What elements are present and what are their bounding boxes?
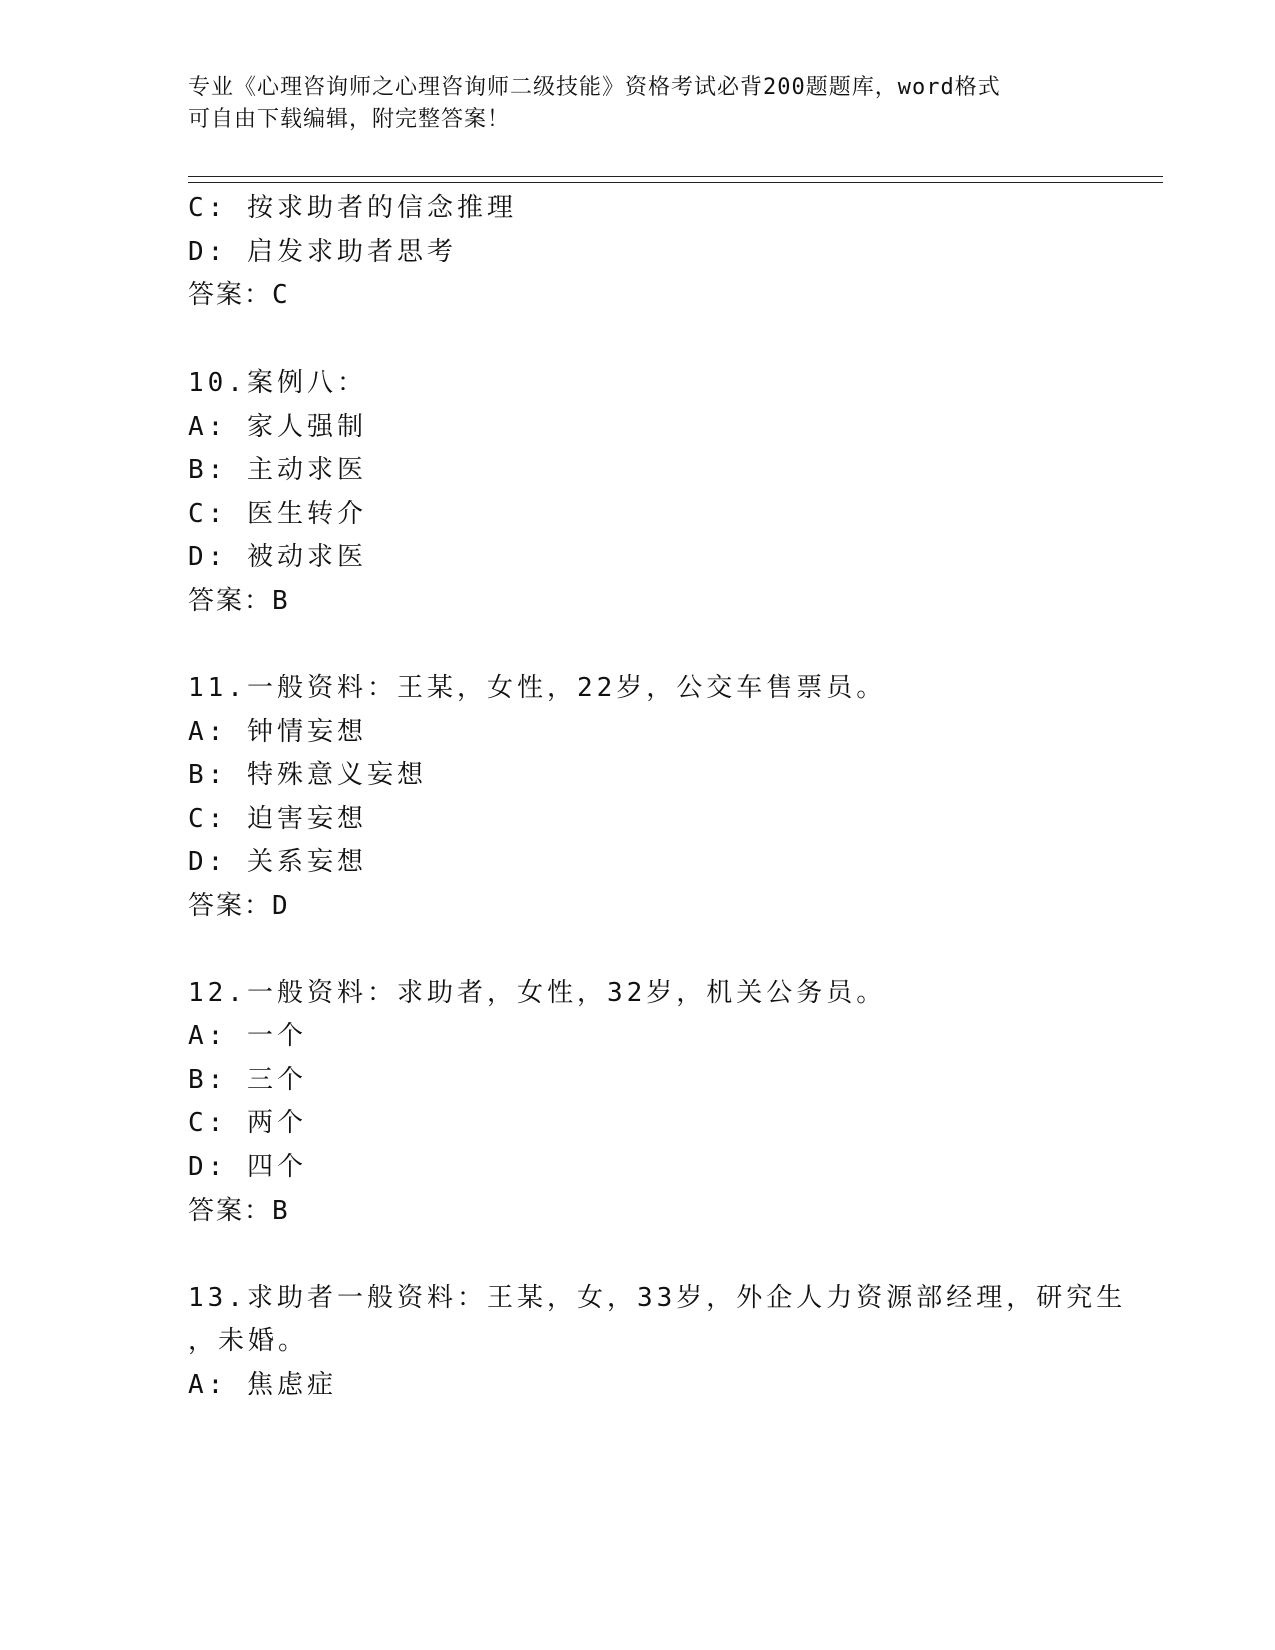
q11-option-b: B: 特殊意义妄想 bbox=[188, 760, 427, 790]
q13-title-line-1: 13.求助者一般资料：王某，女，33岁，外企人力资源部经理，研究生 bbox=[188, 1283, 1127, 1313]
q9-option-c: C: 按求助者的信念推理 bbox=[188, 193, 517, 223]
q10-title: 10.案例八： bbox=[188, 368, 367, 398]
q12-option-b: B: 三个 bbox=[188, 1065, 307, 1095]
q12-title: 12.一般资料：求助者，女性，32岁，机关公务员。 bbox=[188, 978, 887, 1008]
q9-answer: 答案：C bbox=[188, 280, 290, 310]
q13-title-line-2: ，未婚。 bbox=[188, 1326, 309, 1356]
q10-option-a: A: 家人强制 bbox=[188, 412, 367, 442]
q10-option-c: C: 医生转介 bbox=[188, 499, 367, 529]
q11-title: 11.一般资料：王某，女性，22岁，公交车售票员。 bbox=[188, 673, 887, 703]
q11-option-a: A: 钟情妄想 bbox=[188, 717, 367, 747]
q12-option-a: A: 一个 bbox=[188, 1021, 307, 1051]
q10-option-b: B: 主动求医 bbox=[188, 455, 367, 485]
header-line-1: 专业《心理咨询师之心理咨询师二级技能》资格考试必背200题题库，word格式 bbox=[188, 75, 1001, 100]
document-header bbox=[188, 72, 1088, 136]
q12-answer: 答案：B bbox=[188, 1196, 290, 1226]
q10-option-d: D: 被动求医 bbox=[188, 542, 367, 572]
q9-option-d: D: 启发求助者思考 bbox=[188, 237, 457, 267]
q12-option-c: C: 两个 bbox=[188, 1108, 307, 1138]
header-divider-bottom bbox=[188, 182, 1163, 183]
q11-answer: 答案：D bbox=[188, 891, 290, 921]
q10-answer: 答案：B bbox=[188, 586, 290, 616]
q12-option-d: D: 四个 bbox=[188, 1152, 307, 1182]
q13-option-a: A: 焦虑症 bbox=[188, 1370, 337, 1400]
q11-option-c: C: 迫害妄想 bbox=[188, 804, 367, 834]
header-divider-top bbox=[188, 176, 1163, 177]
q11-option-d: D: 关系妄想 bbox=[188, 847, 367, 877]
header-line-2: 可自由下载编辑，附完整答案！ bbox=[188, 107, 511, 132]
